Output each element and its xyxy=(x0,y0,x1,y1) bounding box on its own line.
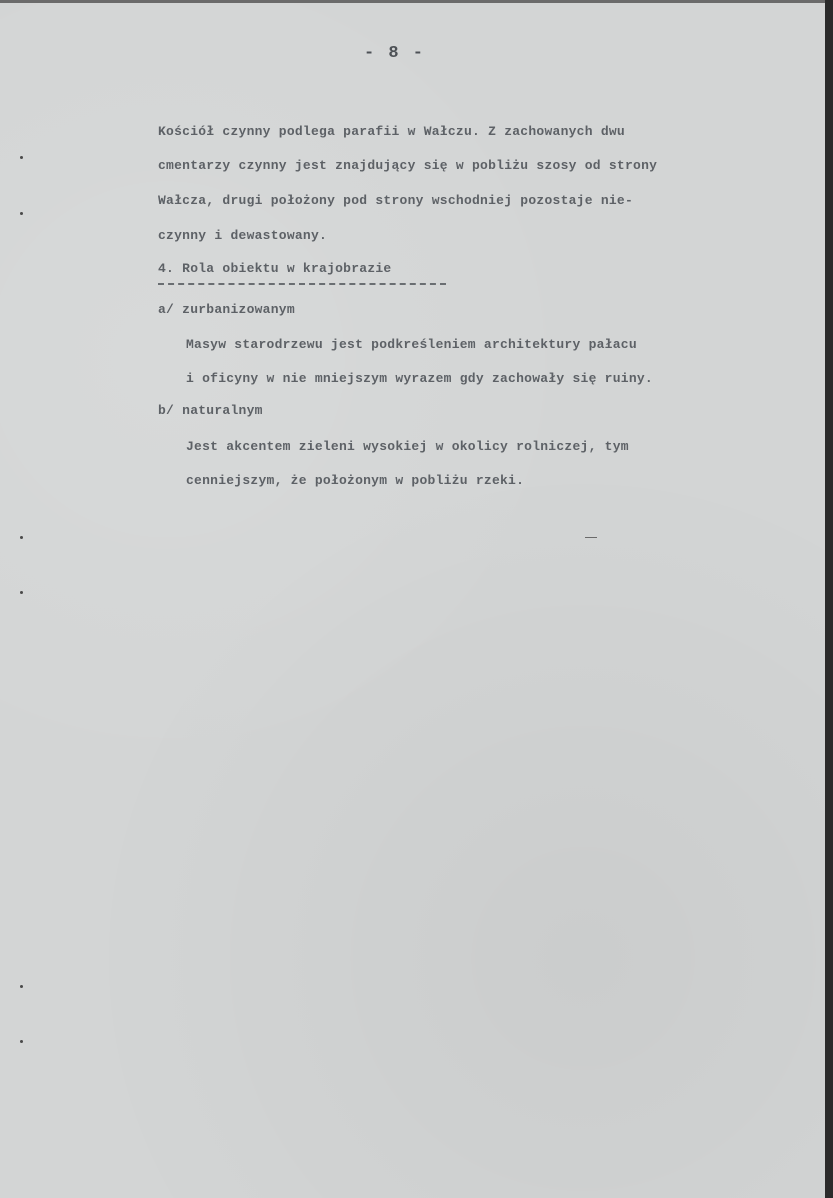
margin-speck xyxy=(20,591,23,594)
margin-speck xyxy=(20,536,23,539)
paragraph-line: Kościół czynny podlega parafii w Wałczu. Z zachowanych dwu xyxy=(158,124,625,139)
page-top-edge xyxy=(0,0,833,3)
margin-speck xyxy=(20,212,23,215)
section-heading: 4. Rola obiektu w krajobrazie xyxy=(158,261,392,276)
stray-mark xyxy=(585,537,597,538)
margin-speck xyxy=(20,985,23,988)
paragraph-line: czynny i dewastowany. xyxy=(158,228,328,243)
subsection-a-label: a/ zurbanizowanym xyxy=(158,302,295,317)
subsection-a-line: i oficyny w nie mniejszym wyrazem gdy zachowały się ruiny. xyxy=(186,371,653,386)
paragraph-line: Wałcza, drugi położony pod strony wschodniej pozostaje nie- xyxy=(158,193,634,208)
subsection-b-line: Jest akcentem zieleni wysokiej w okolicy rolniczej, tym xyxy=(186,439,629,454)
margin-speck xyxy=(20,1040,23,1043)
paragraph-line: cmentarzy czynny jest znajdujący się w pobliżu szosy od strony xyxy=(158,158,658,173)
subsection-b-line: cenniejszym, że położonym w pobliżu rzeki. xyxy=(186,473,525,488)
subsection-a-line: Masyw starodrzewu jest podkreśleniem architektury pałacu xyxy=(186,337,637,352)
heading-underline xyxy=(158,283,446,285)
page-right-edge xyxy=(825,0,833,1198)
subsection-b-label: b/ naturalnym xyxy=(158,403,263,418)
page-number: - 8 - xyxy=(364,44,426,63)
margin-speck xyxy=(20,156,23,159)
